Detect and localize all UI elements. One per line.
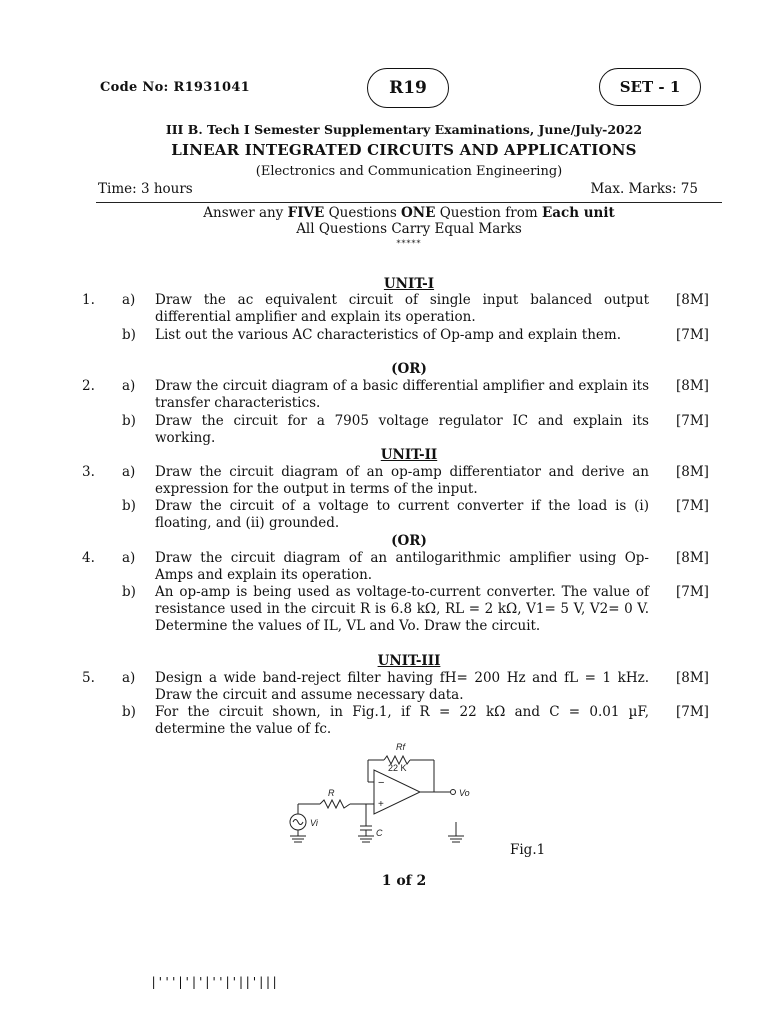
vo-label: Vo bbox=[459, 788, 470, 798]
rf-label: Rf bbox=[396, 742, 405, 752]
unit-3-heading: UNIT-III bbox=[377, 653, 441, 669]
question-1a-marks: [8M] bbox=[676, 292, 709, 308]
question-2b-marks: [7M] bbox=[676, 413, 709, 429]
branch-name: (Electronics and Communication Engineering) bbox=[255, 164, 563, 179]
instruction-line-2: All Questions Carry Equal Marks bbox=[296, 221, 522, 237]
figure-caption: Fig.1 bbox=[510, 842, 546, 858]
or-separator: (OR) bbox=[391, 361, 427, 377]
unit-1-heading: UNIT-I bbox=[383, 276, 435, 292]
question-3a-text: Draw the circuit diagram of an op-amp differentiator and derive an expression for the output in terms of the input. bbox=[155, 464, 649, 498]
question-5a-label: a) bbox=[122, 670, 136, 686]
question-4b-label: b) bbox=[122, 584, 136, 600]
question-4a-label: a) bbox=[122, 550, 136, 566]
question-1a-text: Draw the ac equivalent circuit of single input balanced output differential amplifier and explain its operation. bbox=[155, 292, 649, 326]
minus-sign: − bbox=[378, 777, 385, 789]
question-4b-marks: [7M] bbox=[676, 584, 709, 600]
circuit-diagram bbox=[284, 738, 484, 850]
regulation-badge: R19 bbox=[367, 68, 449, 108]
plus-sign: + bbox=[378, 799, 384, 810]
question-5a-marks: [8M] bbox=[676, 670, 709, 686]
question-3b-marks: [7M] bbox=[676, 498, 709, 514]
c-label: C bbox=[376, 828, 383, 838]
question-1b-marks: [7M] bbox=[676, 327, 709, 343]
exam-time: Time: 3 hours bbox=[98, 181, 193, 197]
question-5a-text: Design a wide band-reject filter having fH= 200 Hz and fL = 1 kHz. Draw the circuit and assume necessary data. bbox=[155, 670, 649, 704]
exam-title: III B. Tech I Semester Supplementary Examinations, June/July-2022 bbox=[165, 122, 643, 137]
barcode: |'''|'|'|''|'||'||| bbox=[150, 975, 278, 989]
question-1-number: 1. bbox=[82, 292, 95, 308]
output-terminal bbox=[451, 790, 456, 795]
question-3b-text: Draw the circuit of a voltage to current converter if the load is (i) floating, and (ii) grounded. bbox=[155, 498, 649, 532]
header-divider bbox=[96, 202, 722, 203]
question-2b-label: b) bbox=[122, 413, 136, 429]
question-4-number: 4. bbox=[82, 550, 95, 566]
question-2a-text: Draw the circuit diagram of a basic differential amplifier and explain its transfer characteristics. bbox=[155, 378, 649, 412]
question-1a-label: a) bbox=[122, 292, 136, 308]
question-5b-marks: [7M] bbox=[676, 704, 709, 720]
question-2-number: 2. bbox=[82, 378, 95, 394]
instruction-line-1: Answer any FIVE Questions ONE Question from Each unit bbox=[203, 205, 615, 221]
question-5b-label: b) bbox=[122, 704, 136, 720]
rf-value: 22 K bbox=[388, 763, 407, 773]
question-1b-label: b) bbox=[122, 327, 136, 343]
unit-2-heading: UNIT-II bbox=[380, 447, 438, 463]
question-3a-label: a) bbox=[122, 464, 136, 480]
question-3a-marks: [8M] bbox=[676, 464, 709, 480]
question-5-number: 5. bbox=[82, 670, 95, 686]
question-2a-marks: [8M] bbox=[676, 378, 709, 394]
question-4a-marks: [8M] bbox=[676, 550, 709, 566]
question-5b-text: For the circuit shown, in Fig.1, if R = 22 kΩ and C = 0.01 µF, determine the value of fc. bbox=[155, 704, 649, 738]
question-4a-text: Draw the circuit diagram of an antilogarithmic amplifier using Op-Amps and explain its operation. bbox=[155, 550, 649, 584]
max-marks: Max. Marks: 75 bbox=[590, 181, 698, 197]
question-2b-text: Draw the circuit for a 7905 voltage regulator IC and explain its working. bbox=[155, 413, 649, 447]
question-2a-label: a) bbox=[122, 378, 136, 394]
subject-title: LINEAR INTEGRATED CIRCUITS AND APPLICATIONS bbox=[171, 141, 637, 159]
or-separator: (OR) bbox=[391, 533, 427, 549]
question-3b-label: b) bbox=[122, 498, 136, 514]
separator-stars: ***** bbox=[396, 239, 422, 248]
page-number: 1 of 2 bbox=[381, 873, 427, 889]
set-badge: SET - 1 bbox=[599, 68, 701, 106]
vi-label: Vi bbox=[310, 818, 318, 828]
question-4b-text: An op-amp is being used as voltage-to-current converter. The value of resistance used in the circuit R is 6.8 kΩ, RL = 2 kΩ, V1= 5 V, V2= 0 V. Determine the values of IL, VL and Vo. Draw the circuit. bbox=[155, 584, 649, 635]
code-number: Code No: R1931041 bbox=[100, 80, 251, 95]
r-label: R bbox=[328, 788, 335, 798]
question-1b-text: List out the various AC characteristics of Op-amp and explain them. bbox=[155, 327, 621, 343]
question-3-number: 3. bbox=[82, 464, 95, 480]
input-resistor bbox=[320, 800, 350, 808]
